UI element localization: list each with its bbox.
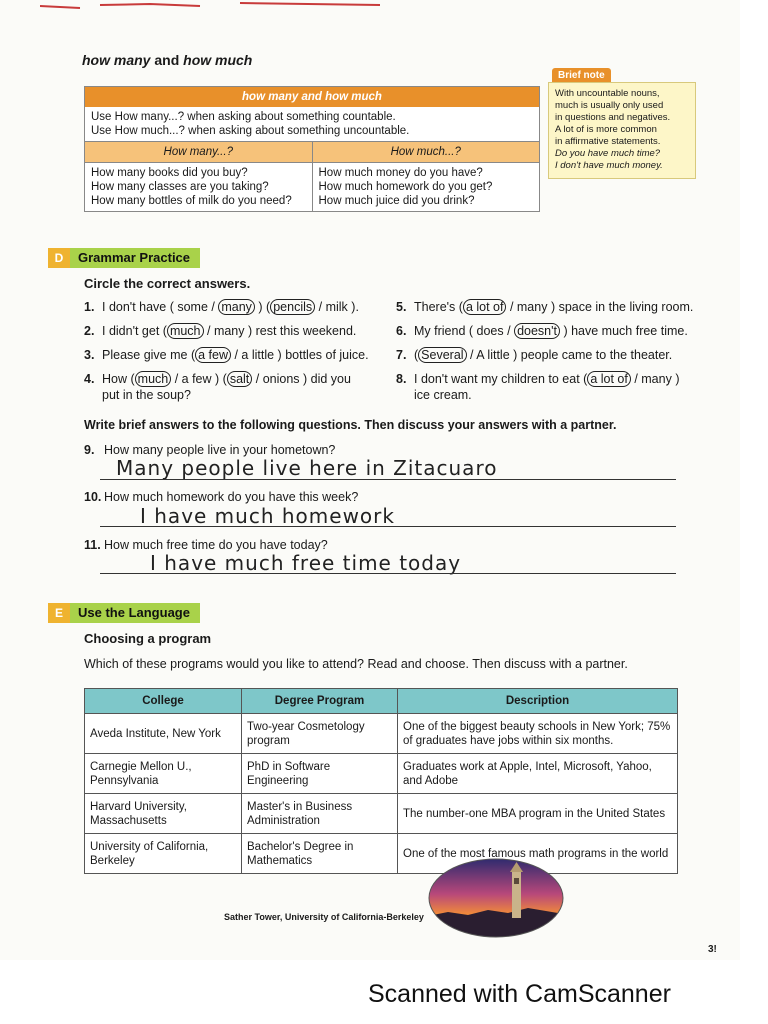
question-10: 10. How much homework do you have this week?: [84, 490, 359, 504]
how-many-header: How many...?: [85, 142, 313, 163]
section-e-letter: E: [48, 603, 70, 623]
question-3: 3. Please give me ( a few / a little ) bottles of juice.: [84, 348, 369, 362]
section-d-header: [48, 248, 200, 268]
question-11: 11. How much free time do you have today?: [84, 538, 328, 552]
how-much-examples: How much money do you have? How much homework do you get? How much juice did you drink?: [313, 163, 540, 211]
sather-tower-photo: [428, 858, 564, 938]
write-instruction: Write brief answers to the following questions. Then discuss your answers with a partner.: [84, 418, 617, 432]
question-7: 7. ( Several / A little ) people came to the theater.: [396, 348, 673, 362]
grammar-table: [84, 86, 540, 212]
answer-9-handwriting: Many people live here in Zitacuaro: [116, 456, 498, 480]
col-degree: Degree Program: [242, 689, 398, 714]
answer-line-11[interactable]: [100, 573, 676, 574]
answer-line-9[interactable]: [100, 479, 676, 480]
how-much-header: How much...?: [313, 142, 540, 163]
question-5: 5. There's ( a lot of / many ) space in the living room.: [396, 300, 694, 314]
grammar-rules: Use How many...? when asking about something countable. Use How much...? when asking about something uncountable.: [85, 107, 539, 142]
page-number: 3!: [708, 944, 717, 955]
circle-instruction: Circle the correct answers.: [84, 276, 251, 291]
brief-note-box: With uncountable nouns, much is usually only used in questions and negatives. A lot of is more common in affirmative statements. Do you have much time? I don't have much money.: [548, 82, 696, 179]
program-table: [84, 688, 678, 874]
program-table-header: [85, 689, 678, 714]
table-row: Carnegie Mellon U., Pennsylvania PhD in Software Engineering Graduates work at Apple, Intel, Microsoft, Yahoo, and Adobe: [85, 754, 678, 794]
question-4: 4. How ( much / a few ) ( salt / onions ) did you put in the soup?: [84, 372, 351, 402]
table-row: University of California, Berkeley Bachelor's Degree in Mathematics One of the most famous math programs in the world: [85, 834, 678, 874]
red-pen-marks: [40, 0, 400, 10]
section-e-subtitle: Choosing a program: [84, 631, 212, 646]
answer-10-handwriting: I have much homework: [140, 504, 395, 528]
photo-caption: Sather Tower, University of California-Berkeley: [224, 912, 424, 922]
section-heading: how many and how much: [82, 52, 253, 68]
col-description: Description: [398, 689, 678, 714]
question-8: 8. I don't want my children to eat ( a lot of / many ) ice cream.: [396, 372, 680, 402]
section-d-letter: D: [48, 248, 70, 268]
grammar-col-headers: [85, 142, 539, 163]
table-row: Aveda Institute, New York Two-year Cosmetology program One of the biggest beauty schools in New York; 75% of graduates have jobs within six months.: [85, 714, 678, 754]
question-1: 1. I don't have ( some / many ) ( pencils / milk ).: [84, 300, 359, 314]
question-6: 6. My friend ( does / doesn't ) have much free time.: [396, 324, 688, 338]
table-row: Harvard University, Massachusetts Master's in Business Administration The number-one MBA program in the United States: [85, 794, 678, 834]
answer-11-handwriting: I have much free time today: [150, 551, 462, 575]
grammar-table-title: how many and how much: [85, 87, 539, 107]
how-many-examples: How many books did you buy? How many classes are you taking? How many bottles of milk do you need?: [85, 163, 313, 211]
section-d-title: Grammar Practice: [70, 248, 200, 268]
question-2: 2. I didn't get ( much / many ) rest this weekend.: [84, 324, 357, 338]
grammar-examples: [85, 163, 539, 211]
section-e-title: Use the Language: [70, 603, 200, 623]
question-9: 9. How many people live in your hometown?: [84, 443, 336, 457]
camscanner-watermark: Scanned with CamScanner: [368, 980, 671, 1008]
answer-line-10[interactable]: [100, 526, 676, 527]
col-college: College: [85, 689, 242, 714]
section-e-header: [48, 603, 200, 623]
brief-note-tab: Brief note: [552, 68, 611, 83]
section-e-instruction: Which of these programs would you like to attend? Read and choose. Then discuss with a partner.: [84, 657, 628, 671]
